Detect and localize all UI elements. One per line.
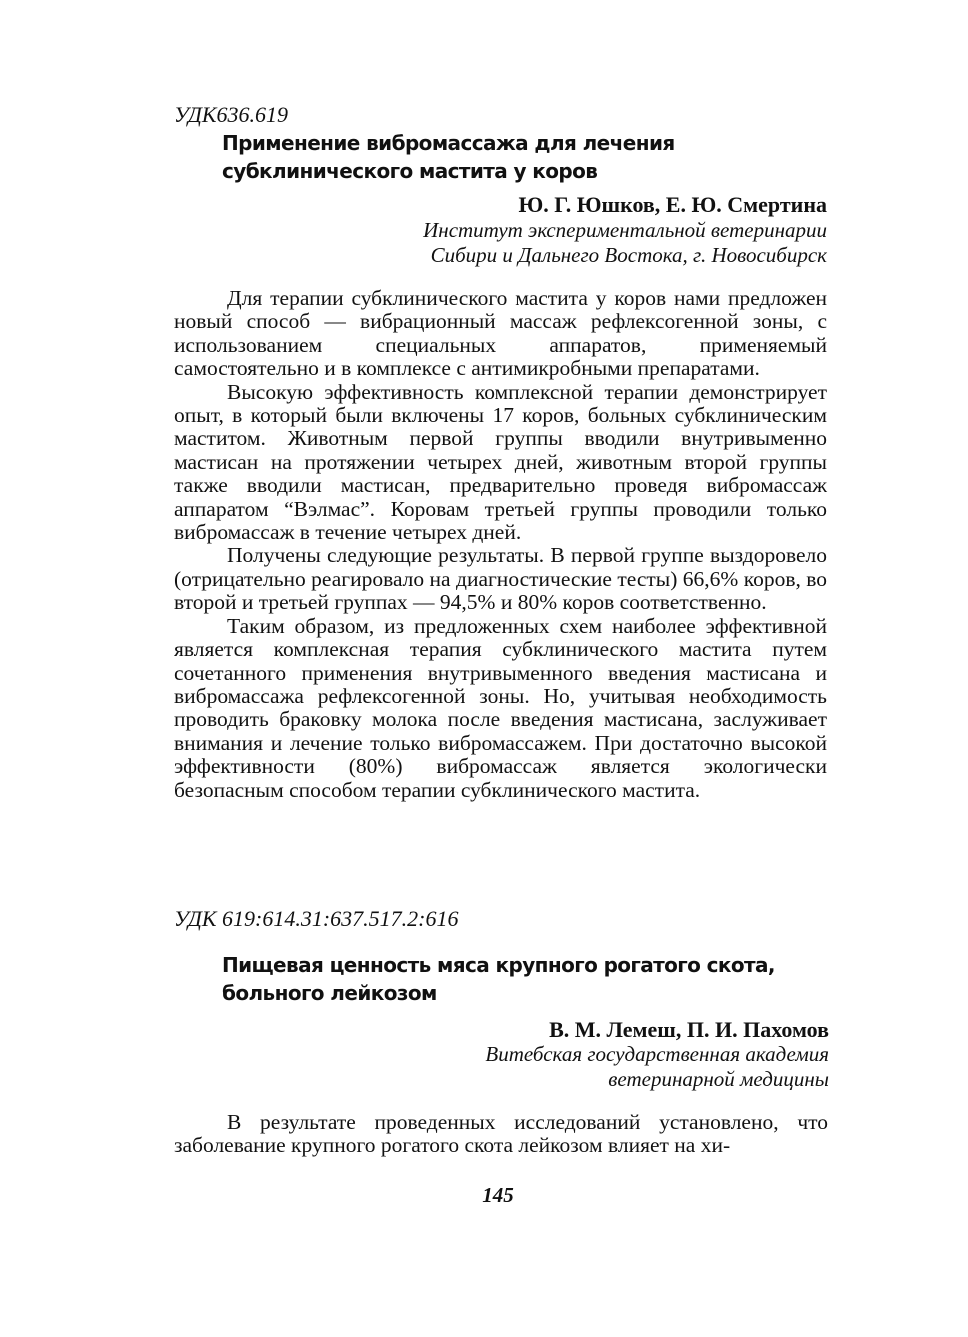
article2-affiliation [485, 1042, 829, 1092]
article1-udk: УДК636.619 [174, 102, 289, 127]
article2-udk: УДК 619:614.31:637.517.2:616 [174, 906, 459, 931]
article1-title-line: Применение вибромассажа для лечения [222, 131, 675, 155]
article1-paragraph: Для терапии субклинического мастита у коров нами предложен новый способ — вибрационный массаж рефлексогенной зоны, с использованием специальных аппаратов, применяемый самостоятельно и в комплексе с антимикробными препаратами. [174, 286, 827, 381]
article2-affiliation-line: Витебская государственная академия [485, 1042, 829, 1066]
article1-affiliation-line: Институт экспериментальной ветеринарии [423, 218, 827, 242]
article2-title [222, 951, 775, 1007]
article1-affiliation-line: Сибири и Дальнего Востока, г. Новосибирск [430, 243, 827, 267]
article1-title-line: субклинического мастита у коров [222, 159, 598, 183]
article1-title [222, 129, 675, 185]
article1-body [174, 287, 827, 802]
article1-paragraph: Получены следующие результаты. В первой группе выздоровело (отрицательно реагировало на диагностические тесты) 66,6% коров, во второй и третьей группах — 94,5% и 80% коров соответственно. [174, 543, 827, 615]
article2-paragraph: В результате проведенных исследований установлено, что заболевание крупного рогатого скота лейкозом влияет на хи- [174, 1110, 828, 1158]
article1-affiliation [423, 218, 827, 268]
article1-paragraph: Высокую эффективность комплексной терапии демонстрирует опыт, в который были включены 17 коров, больных субклиническим маститом. Животным первой группы вводили внутривыменно мастисан на протяжении четырех дней, животным второй группы также вводили мастисан, предварительно проведя вибромассаж аппаратом “Вэлмас”. Коровам третьей группы проводили только вибромассаж в течение четырех дней. [174, 379, 827, 545]
article2-title-line: больного лейкозом [222, 981, 437, 1005]
article2-body [174, 1111, 828, 1158]
article2-authors: В. М. Лемеш, П. И. Пахомов [549, 1017, 829, 1042]
page-number: 145 [482, 1183, 514, 1207]
article1-authors: Ю. Г. Юшков, Е. Ю. Смертина [518, 192, 827, 217]
article1-paragraph: Таким образом, из предложенных схем наиболее эффективной является комплексная терапия субклинического мастита путем сочетанного применения внутривыменного введения мастисана и вибромассажа рефлексогенной зоны. Но, учитывая необходимость проводить браковку молока после введения мастисана, заслуживает внимания и лечение только вибромассажем. При достаточно высокой эффективности (80%) вибромассаж является экологически безопасным способом терапии субклинического мастита. [174, 613, 827, 802]
article2-affiliation-line: ветеринарной медицины [608, 1067, 829, 1091]
article2-title-line: Пищевая ценность мяса крупного рогатого скота, [222, 953, 775, 977]
